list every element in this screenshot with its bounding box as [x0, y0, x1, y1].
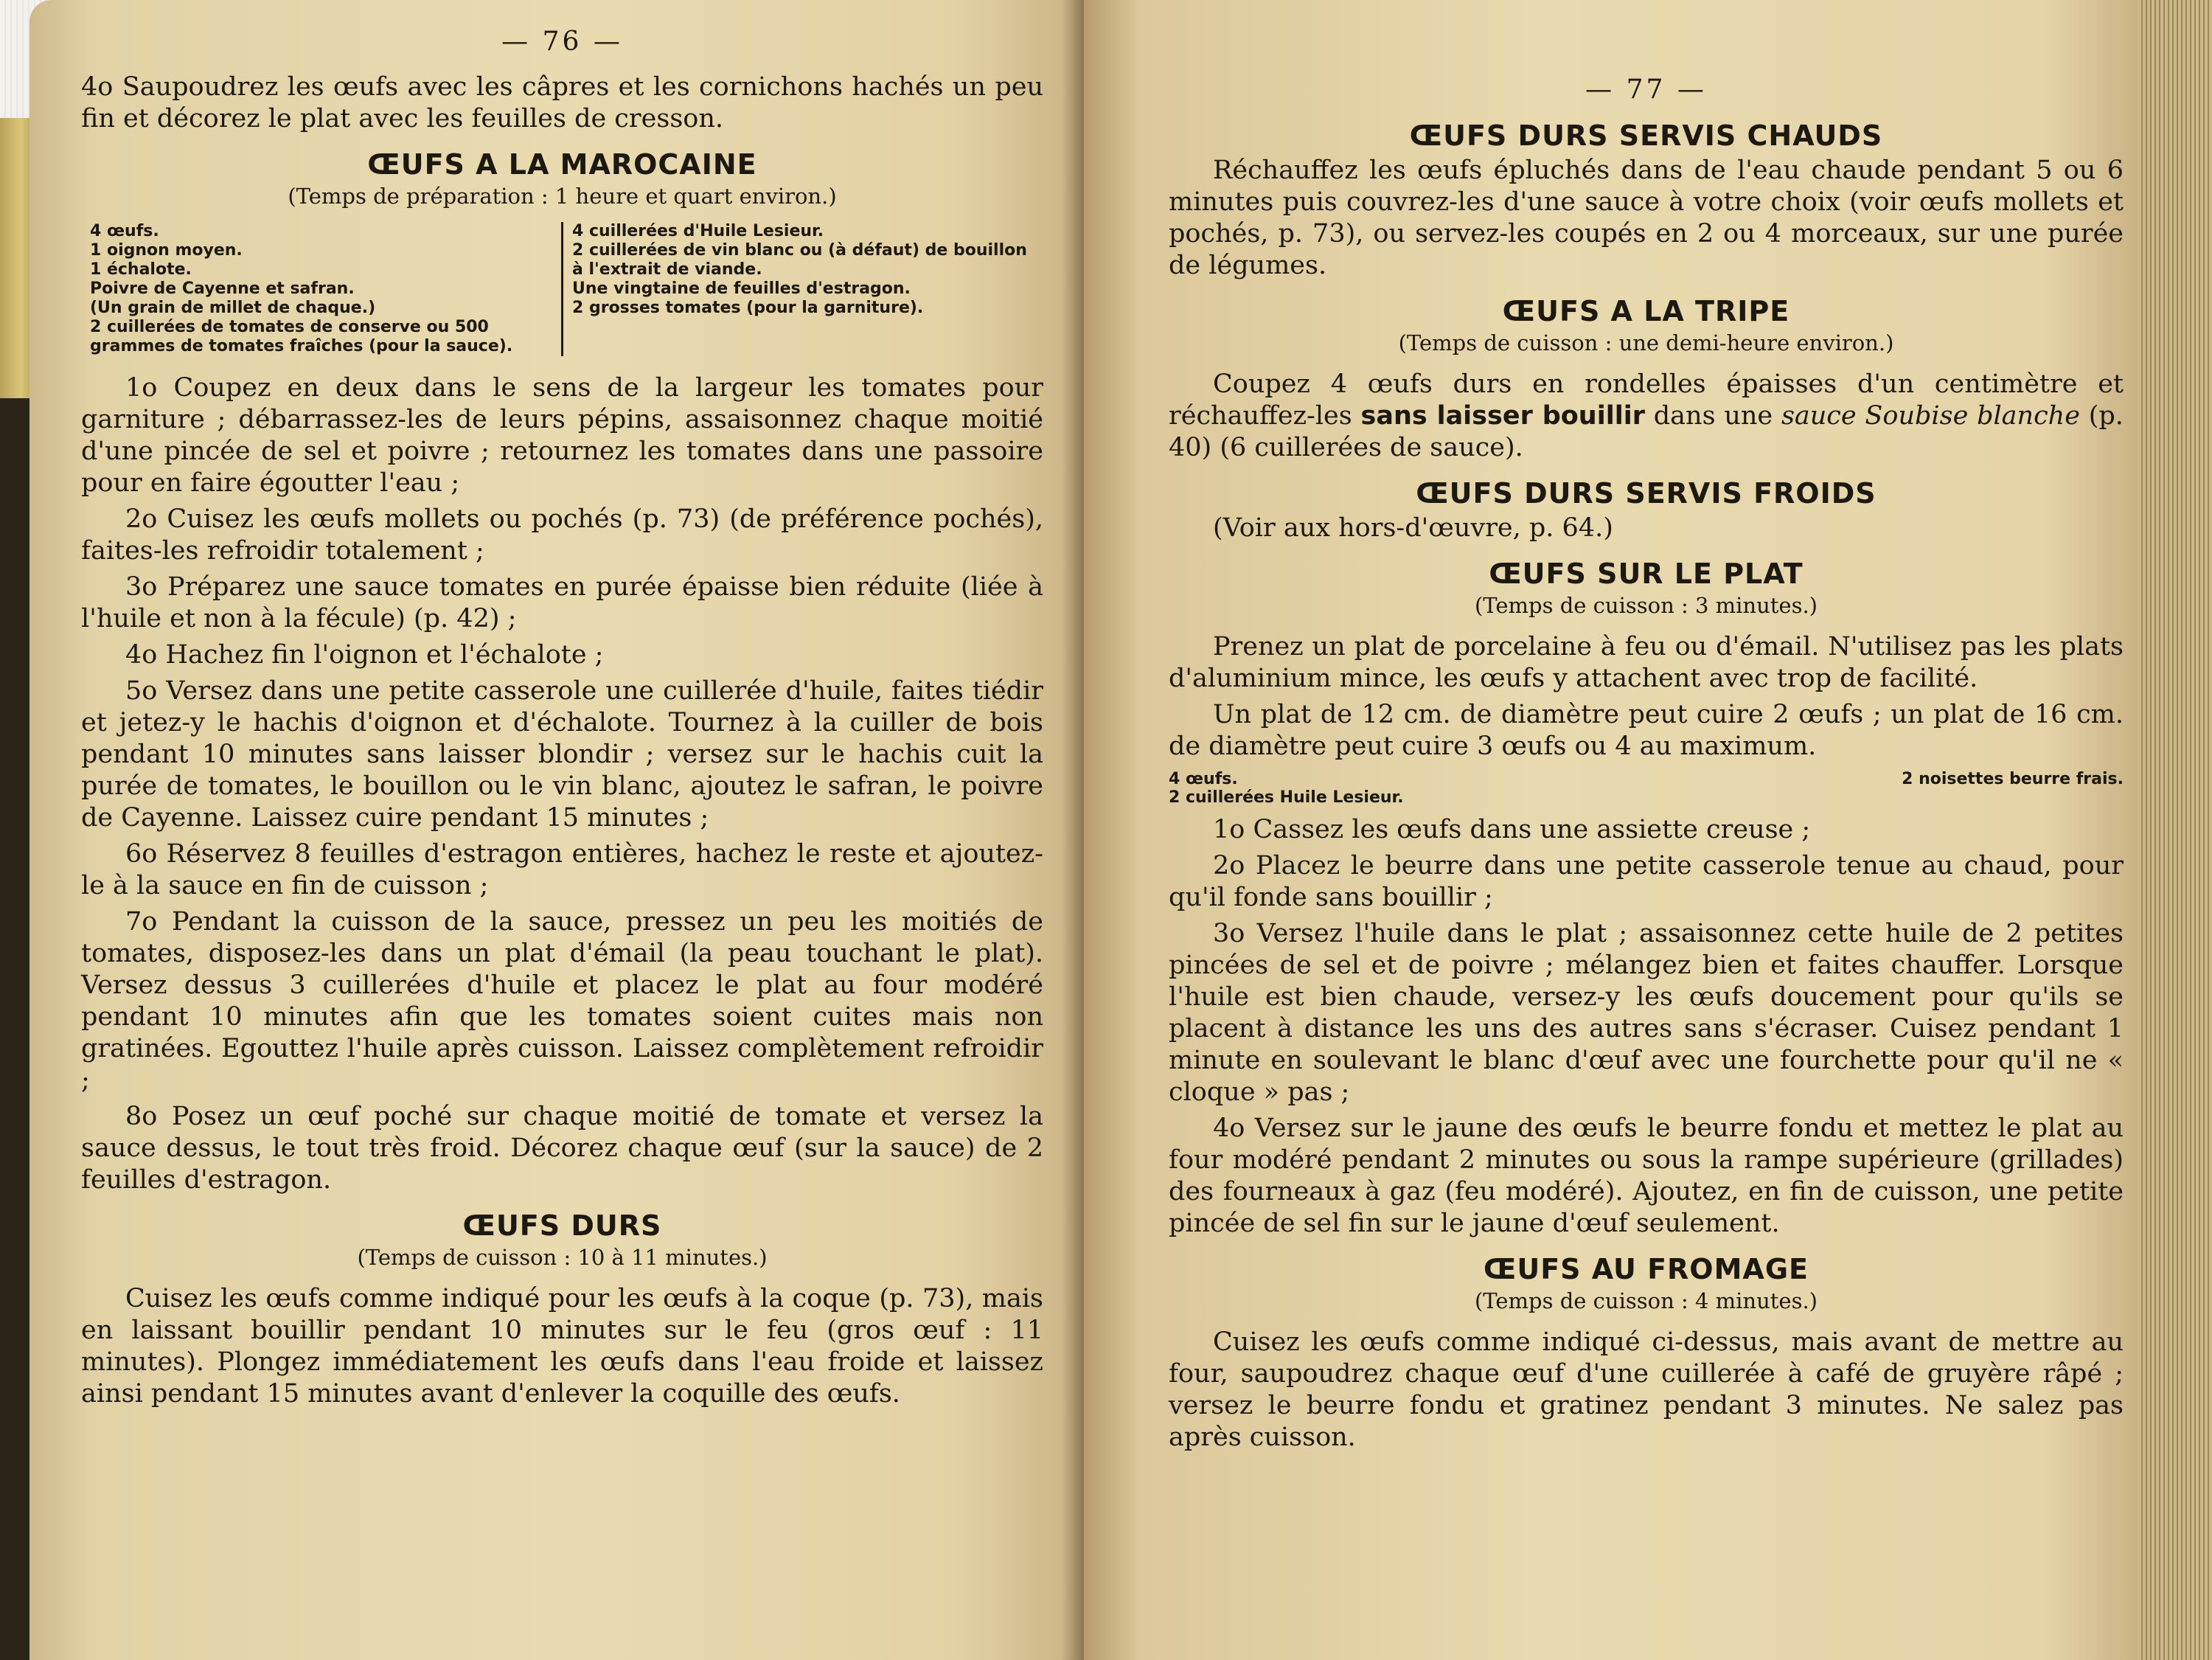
page-edges — [2138, 0, 2212, 1660]
ingredient: Poivre de Cayenne et safran. — [90, 279, 355, 298]
section-time-marocaine: (Temps de préparation : 1 heure et quart environ.) — [288, 184, 837, 209]
tripe-bold: sans laisser bouillir — [1360, 401, 1645, 431]
section-time-fromage: (Temps de cuisson : 4 minutes.) — [1474, 1288, 1818, 1313]
durs-text: Cuisez les œufs comme indiqué pour les œufs à la coque (p. 73), mais en laissant bouillir pendant 10 minutes sur le feu (gros œuf : 11 minutes). Plongez immédiatement les œufs dans l'eau froide et laissez ainsi pendant 15 minutes avant d'enlever la coquille des œufs. — [81, 1284, 1043, 1409]
left-page — [29, 0, 1084, 1660]
recipe-step: 5o Versez dans une petite casserole une cuillerée d'huile, faites tiédir et jetez-y le hachis d'oignon et d'échalote. Tournez à la cuiller de bois pendant 10 minutes sans laisser blondir ; versez sur le hachis cuit la purée de tomates, le bouillon ou le vin blanc, ajoutez le safran, le poivre de Cayenne. Laissez cuire pendant 15 minutes ; — [81, 676, 1043, 833]
ingredients-left-column — [81, 222, 561, 356]
section-title-fromage: ŒUFS AU FROMAGE — [1484, 1253, 1809, 1285]
fromage-text: Cuisez les œufs comme indiqué ci-dessus, mais avant de mettre au four, saupoudrez chaque œuf d'une cuillerée à café de gruyère râpé ; versez le beurre fondu et gratinez pendant 3 minutes. Ne salez pas après cuisson. — [1169, 1327, 2124, 1452]
recipe-step: 3o Préparez une sauce tomates en purée épaisse bien réduite (liée à l'huile et non à la fécule) (p. 42) ; — [81, 572, 1043, 633]
page-number-left: — 76 — — [501, 27, 623, 57]
plat-step: 4o Versez sur le jaune des œufs le beurre fondu et mettez le plat au four modéré pendant 2 minutes ou sous la rampe supérieure (grillades) des fourneaux à gaz (feu modéré). Ajoutez, en fin de cuisson, une petite pincée de sel fin sur le jaune d'œuf seulement. — [1169, 1114, 2124, 1238]
intro-step: 4o Saupoudrez les œufs avec les câpres et les cornichons hachés un peu fin et décorez le plat avec les feuilles de cresson. — [81, 72, 1043, 133]
page-number-right: — 77 — — [1585, 74, 1707, 105]
tripe-text — [1169, 369, 2124, 464]
ingredients-box — [81, 222, 1043, 356]
tripe-text-3: (p. 40) (6 cuillerées de sauce). — [1169, 401, 2124, 462]
section-title-durs: ŒUFS DURS — [462, 1209, 662, 1242]
recipe-step: 8o Posez un œuf poché sur chaque moitié de tomate et versez la sauce dessus, le tout très froid. Décorez chaque œuf (sur la sauce) de 2 feuilles d'estragon. — [81, 1102, 1043, 1195]
section-time-tripe: (Temps de cuisson : une demi-heure environ.) — [1398, 330, 1894, 355]
section-title-plat: ŒUFS SUR LE PLAT — [1489, 558, 1804, 590]
section-time-durs: (Temps de cuisson : 10 à 11 minutes.) — [357, 1245, 768, 1270]
tripe-text-2: dans une — [1653, 401, 1773, 431]
plat-paragraph: Un plat de 12 cm. de diamètre peut cuire 2 œufs ; un plat de 16 cm. de diamètre peut cuire 3 œufs ou 4 au maximum. — [1169, 700, 2124, 761]
plat-step: 1o Cassez les œufs dans une assiette creuse ; — [1213, 815, 1811, 844]
recipe-step: 4o Hachez fin l'oignon et l'échalote ; — [125, 640, 604, 670]
tripe-italic: sauce Soubise blanche — [1781, 401, 2080, 431]
plat-paragraph: Prenez un plat de porcelaine à feu ou d'émail. N'utilisez pas les plats d'aluminium mince, les œufs y attachent avec trop de facilité. — [1169, 632, 2124, 693]
chauds-text: Réchauffez les œufs épluchés dans de l'eau chaude pendant 5 ou 6 minutes puis couvrez-les d'une sauce à votre choix (voir œufs mollets et pochés, p. 73), ou servez-les coupés en 2 ou 4 morceaux, sur une purée de légumes. — [1169, 156, 2124, 280]
froids-text: (Voir aux hors-d'œuvre, p. 64.) — [1213, 513, 1613, 543]
ingredient: (Un grain de millet de chaque.) — [90, 299, 376, 317]
tripe-text-1: Coupez 4 œufs durs en rondelles épaisses d'un centimètre et réchauffez-les — [1169, 369, 2124, 431]
section-title-tripe: ŒUFS A LA TRIPE — [1502, 295, 1790, 327]
section-title-chauds: ŒUFS DURS SERVIS CHAUDS — [1409, 119, 1883, 152]
recipe-step: 7o Pendant la cuisson de la sauce, pressez un peu les moitiés de tomates, disposez-les dans un plat d'émail (la peau touchant le plat). Versez dessus 3 cuillerées d'huile et placez le plat au four modéré pendant 10 minutes afin que les tomates soient cuites mais non gratinées. Egouttez l'huile après cuisson. Laissez complètement refroidir ; — [81, 907, 1043, 1095]
recipe-step: 1o Coupez en deux dans le sens de la largeur les tomates pour garniture ; débarrassez-les de leurs pépins, assaisonnez chaque moitié d'une pincée de sel et poivre ; retournez les tomates dans une passoire pour en faire égoutter l'eau ; — [81, 373, 1043, 498]
ingredient: 2 noisettes beurre frais. — [1902, 770, 2124, 788]
ingredient: Une vingtaine de feuilles d'estragon. — [572, 279, 911, 298]
ingredient: 2 grosses tomates (pour la garniture). — [572, 299, 924, 317]
section-title-marocaine: ŒUFS A LA MAROCAINE — [367, 148, 757, 181]
section-title-froids: ŒUFS DURS SERVIS FROIDS — [1416, 477, 1877, 510]
ingredient: 2 cuillerées de tomates de conserve ou 500 grammes de tomates fraîches (pour la sauce). — [90, 318, 513, 355]
plat-step: 2o Placez le beurre dans une petite casserole tenue au chaud, pour qu'il fonde sans bouillir ; — [1169, 851, 2124, 912]
ingredient: 4 œufs. — [1169, 770, 1238, 788]
right-page — [1084, 0, 2212, 1660]
ingredient: 4 cuillerées d'Huile Lesieur. — [572, 222, 824, 240]
section-time-plat: (Temps de cuisson : 3 minutes.) — [1474, 593, 1818, 618]
ingredient: 4 œufs. — [90, 222, 159, 240]
ingredients-right-column — [561, 222, 1043, 356]
recipe-step: 2o Cuisez les œufs mollets ou pochés (p. 73) (de préférence pochés), faites-les refroidir totalement ; — [81, 504, 1043, 566]
ingredient: 2 cuillerées Huile Lesieur. — [1169, 788, 1404, 807]
ingredient: 2 cuillerées de vin blanc ou (à défaut) de bouillon à l'extrait de viande. — [572, 241, 1027, 279]
ingredient: 1 échalote. — [90, 260, 192, 279]
plat-step: 3o Versez l'huile dans le plat ; assaisonnez cette huile de 2 petites pincées de sel et de poivre ; mélangez bien et faites chauffer. Lorsque l'huile est bien chaude, versez-y les œufs doucement pour qu'ils se placent à distance les uns des autres sans s'écraser. Cuisez pendant 1 minute en soulevant le blanc d'œuf avec une fourchette pour qu'il ne « cloque » pas ; — [1169, 919, 2124, 1107]
recipe-step: 6o Réservez 8 feuilles d'estragon entières, hachez le reste et ajoutez-le à la sauce en fin de cuisson ; — [81, 839, 1043, 900]
ingredient: 1 oignon moyen. — [90, 241, 243, 260]
plat-ingredients-left — [1169, 770, 1404, 807]
plat-ingredients — [1169, 770, 2124, 807]
